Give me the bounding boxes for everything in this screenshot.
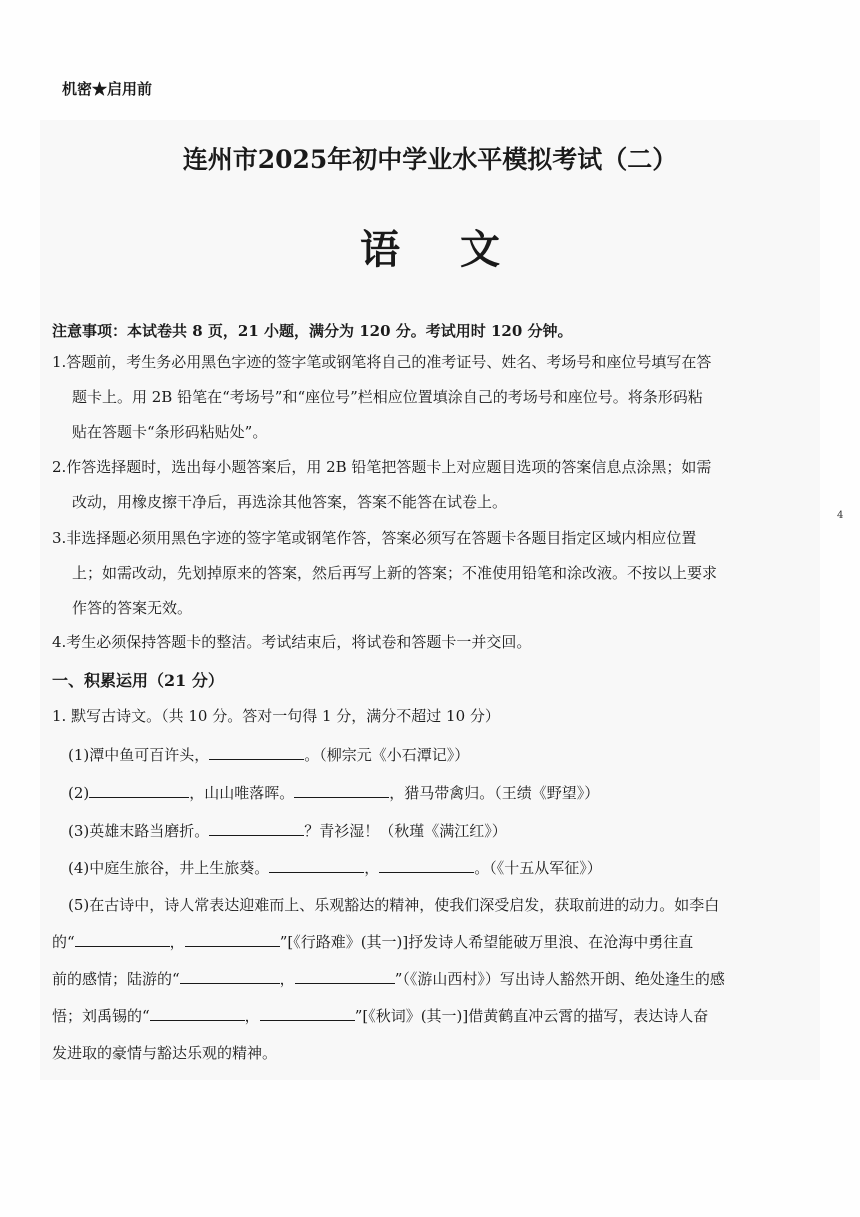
exam-title: 连州市2025年初中学业水平模拟考试（二）: [182, 145, 678, 174]
confidential-label: 机密★启用前: [62, 80, 153, 98]
margin-mark: 4: [837, 510, 844, 521]
answer-blank[interactable]: [294, 781, 389, 798]
question-1-sub-3: [68, 813, 780, 849]
sub-text: (1)潭中鱼可百许头，: [68, 746, 210, 764]
sub-text: ，猎马带禽归。（王绩《野望》）: [389, 784, 600, 802]
notice-line: 2.作答选择题时，选出每小题答案后，用 2B 铅笔把答题卡上对应题目选项的答案信息点涂黑；如需: [52, 458, 712, 476]
section-heading: 一、积累运用（21 分）: [52, 671, 224, 690]
answer-blank[interactable]: [180, 967, 280, 984]
answer-blank[interactable]: [75, 930, 170, 947]
notice-item-3: [52, 521, 782, 626]
sub-text: ”（《游山西村》）写出诗人豁然开朗、绝处逢生的感: [394, 970, 725, 988]
notice-line: 4.考生必须保持答题卡的整洁。考试结束后，将试卷和答题卡一并交回。: [52, 633, 532, 651]
sub-text: ”[《行路难》(其一)]抒发诗人希望能破万里浪、在沧海中勇往直: [279, 933, 694, 951]
answer-blank[interactable]: [269, 856, 364, 873]
sub-text: 的“: [52, 933, 75, 951]
answer-blank[interactable]: [209, 819, 304, 836]
question-1-sub-5: [52, 887, 780, 1072]
notice-item-1: [52, 345, 782, 450]
notice-line: 题卡上。用 2B 铅笔在“考场号”和“座位号”栏相应位置填涂自己的考场号和座位号。将条形码粘: [72, 388, 703, 406]
question-1-sub-1: [68, 737, 780, 773]
sub-text: 前的感情；陆游的“: [52, 970, 180, 988]
notice-line: 3.非选择题必须用黑色字迹的签字笔或钢笔作答，答案必须写在答题卡各题目指定区域内相应位置: [52, 529, 697, 547]
answer-blank[interactable]: [295, 967, 395, 984]
sub-text: (3)英雄末路当磨折。: [68, 822, 210, 840]
answer-blank[interactable]: [185, 930, 280, 947]
answer-blank[interactable]: [150, 1004, 245, 1021]
notice-line: 改动，用橡皮擦干净后，再选涂其他答案，答案不能答在试卷上。: [72, 493, 508, 511]
notice-heading: 注意事项：本试卷共 8 页，21 小题，满分为 120 分。考试用时 120 分钟。: [52, 322, 573, 340]
sub-text: 。（《十五从军征》）: [474, 859, 602, 877]
sub-text: ，: [364, 859, 380, 877]
sub-text: ”[《秋词》(其一)]借黄鹤直冲云霄的描写，表达诗人奋: [354, 1007, 709, 1025]
sub-text: ？青衫湿！（秋瑾《满江红》）: [304, 822, 507, 840]
para-line: [52, 998, 780, 1035]
notice-item-2: [52, 450, 782, 520]
answer-blank[interactable]: [260, 1004, 355, 1021]
answer-blank[interactable]: [209, 743, 304, 760]
sub-text: ，山山唯落晖。: [189, 784, 295, 802]
notice-line: 上；如需改动，先划掉原来的答案，然后再写上新的答案；不准使用铅笔和涂改液。不按以上要求: [72, 564, 718, 582]
notice-line: 贴在答题卡“条形码粘贴处”。: [72, 423, 268, 441]
sub-text: (2): [68, 784, 90, 802]
para-line: [52, 924, 780, 961]
notice-line: 作答的答案无效。: [72, 599, 193, 617]
para-line: (5)在古诗中，诗人常表达迎难而上、乐观豁达的精神，使我们深受启发，获取前进的动力。如李白: [68, 896, 720, 914]
para-line: [52, 961, 780, 998]
notice-item-4: [52, 625, 782, 660]
question-1-sub-4: [68, 850, 780, 886]
para-line: 发进取的豪情与豁达乐观的精神。: [52, 1044, 278, 1062]
sub-text: ，: [244, 1007, 260, 1025]
answer-blank[interactable]: [89, 781, 189, 798]
sub-text: (4)中庭生旅谷，井上生旅葵。: [68, 859, 270, 877]
sub-text: 。（柳宗元《小石潭记》）: [304, 746, 470, 764]
subject-title: 语文: [360, 226, 560, 273]
notice-line: 1.答题前，考生务必用黑色字迹的签字笔或钢笔将自己的准考证号、姓名、考场号和座位号填写在答: [52, 353, 712, 371]
answer-blank[interactable]: [379, 856, 474, 873]
question-1-heading: 1. 默写古诗文。（共 10 分。答对一句得 1 分，满分不超过 10 分）: [52, 707, 500, 725]
sub-text: ，: [279, 970, 295, 988]
sub-text: 悟；刘禹锡的“: [52, 1007, 150, 1025]
question-1-sub-2: [68, 775, 780, 811]
sub-text: ，: [169, 933, 185, 951]
